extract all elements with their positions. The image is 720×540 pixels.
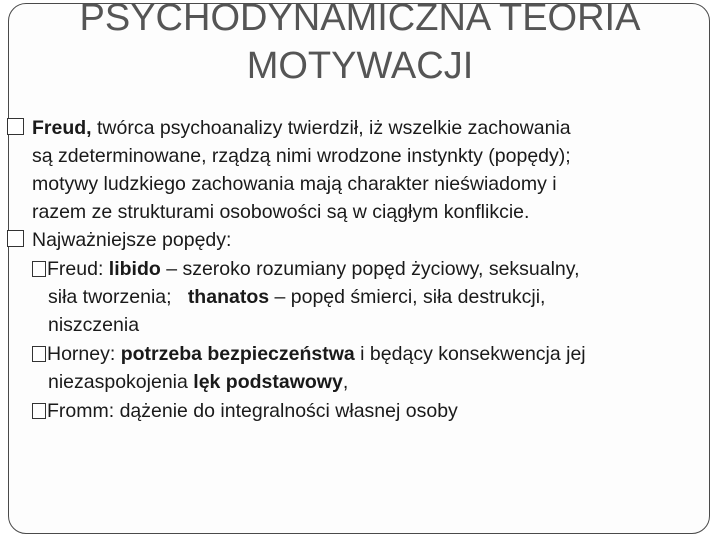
subbullet-freud <box>0 255 712 339</box>
bullet-freud <box>0 114 712 226</box>
square-bullet-icon <box>32 261 46 277</box>
subbullet-bold: libido <box>108 258 161 280</box>
subbullet-text: – popęd śmierci, siła destrukcji, <box>269 286 546 308</box>
subbullet-text: Freud: <box>47 258 109 280</box>
subbullet-fromm <box>0 397 712 425</box>
subbullet-line <box>32 255 712 283</box>
slide-title <box>0 0 720 90</box>
bullet-line: są zdeterminowane, rządzą nimi wrodzone instynkty (popędy); <box>32 145 571 167</box>
subbullet-line <box>48 283 712 311</box>
subbullet-text: , <box>342 371 349 393</box>
subbullet-line: niszczenia <box>48 314 140 336</box>
bullet-drives <box>0 226 712 254</box>
subbullet-line <box>32 397 712 425</box>
square-bullet-icon <box>7 118 24 135</box>
bullet-line: motywy ludzkiego zachowania mają charakter nieświadomy i <box>32 173 557 195</box>
bullet-line: razem ze strukturami osobowości są w ciągłym konflikcie. <box>32 201 530 223</box>
title-line-1: PSYCHODYNAMICZNA TEORIA <box>79 0 641 39</box>
title-line-2: MOTYWACJI <box>246 45 474 87</box>
bullet-text: twórca psychoanalizy twierdził, iż wszelkie zachowania <box>91 117 571 139</box>
subbullet-line <box>48 368 712 396</box>
subbullet-text: siła tworzenia; <box>48 286 188 308</box>
subbullet-line <box>32 340 712 368</box>
square-bullet-icon <box>7 230 24 247</box>
subbullet-horney <box>0 340 712 396</box>
subbullet-bold: thanatos <box>187 286 270 308</box>
bullet-bold: Freud, <box>32 117 92 139</box>
square-bullet-icon <box>32 403 46 419</box>
subbullet-text: niezaspokojenia <box>48 371 194 393</box>
bullet-line: Najważniejsze popędy: <box>32 229 232 251</box>
square-bullet-icon <box>32 346 46 362</box>
bullet-line <box>32 114 712 142</box>
subbullet-text: – szeroko rozumiany popęd życiowy, seksualny, <box>160 258 580 280</box>
subbullet-text: Fromm: dążenie do integralności własnej osoby <box>47 400 458 422</box>
subbullet-bold: potrzeba bezpieczeństwa <box>120 343 355 365</box>
subbullet-bold: lęk podstawowy <box>193 371 343 393</box>
slide-body <box>0 114 712 425</box>
subbullet-text: Horney: <box>47 343 121 365</box>
subbullet-text: i będący konsekwencja jej <box>354 343 586 365</box>
